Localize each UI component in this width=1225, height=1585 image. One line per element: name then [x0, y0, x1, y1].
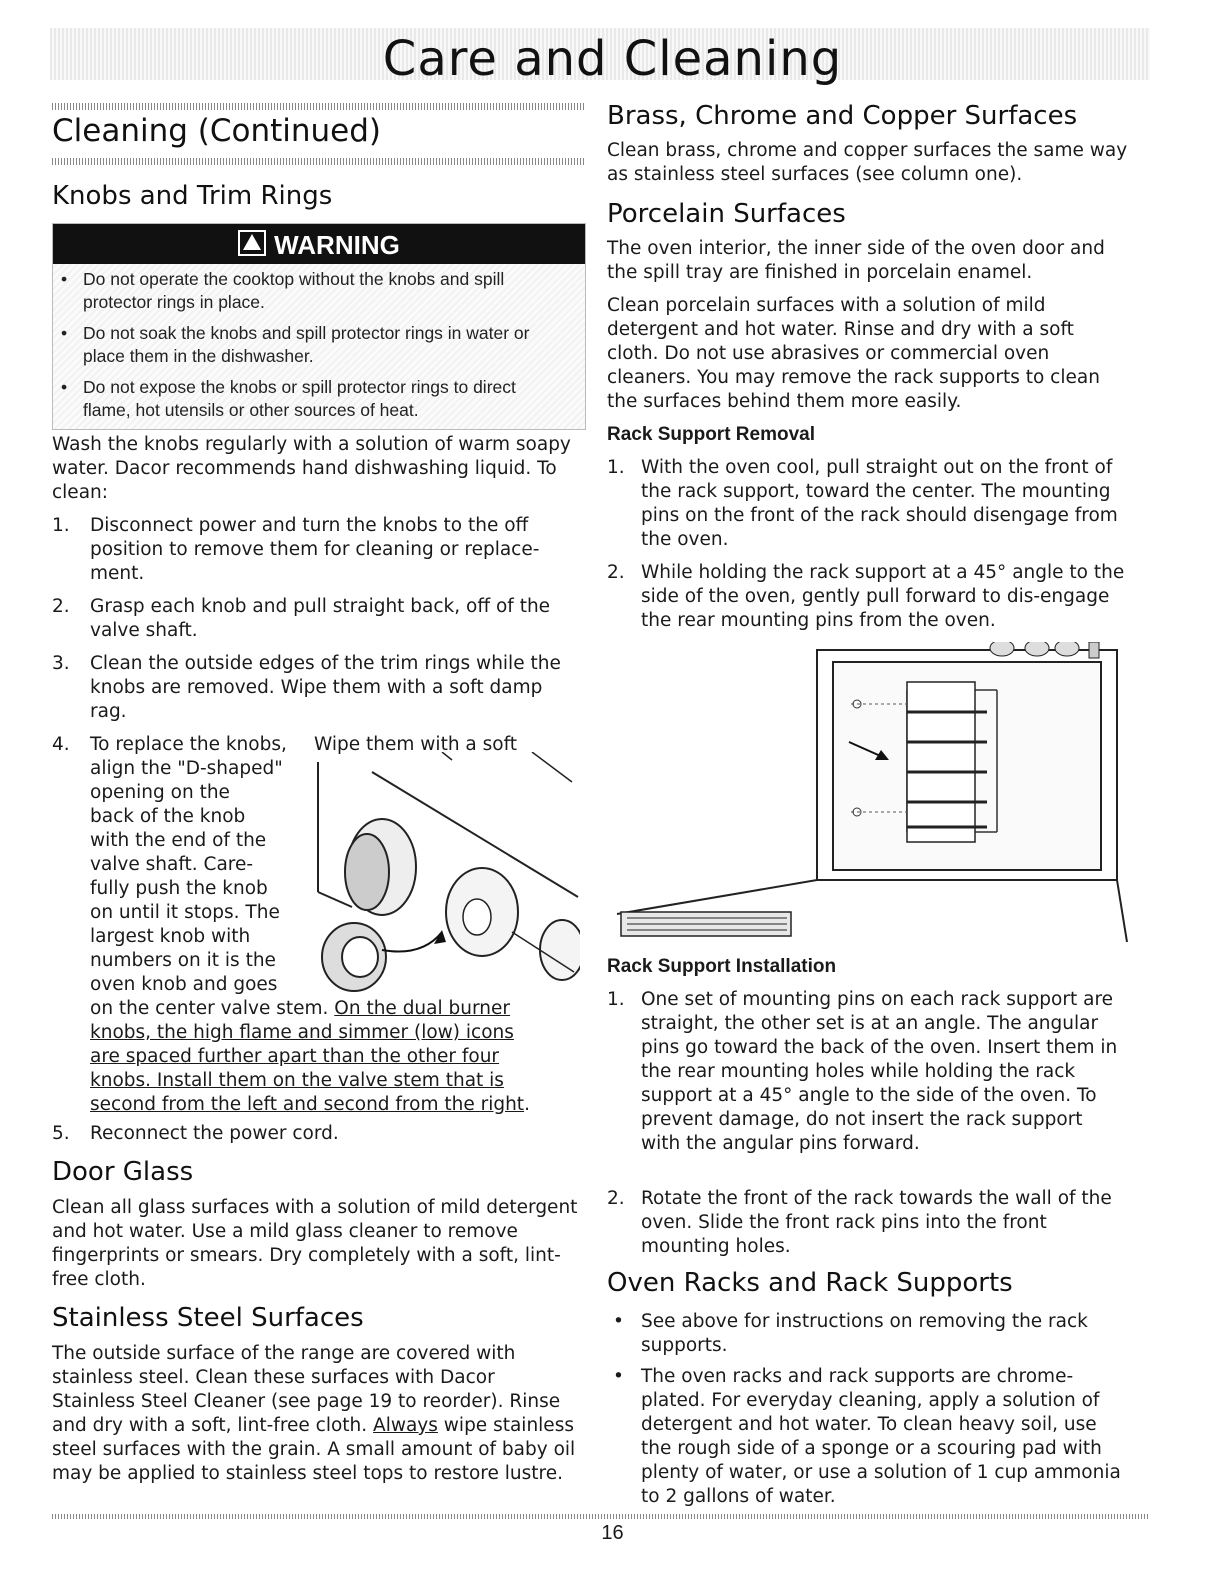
removal-heading: Rack Support Removal — [607, 424, 815, 445]
list-item: 1. With the oven cool, pull straight out on the front of the rack support, toward the center. The mounting pins on the front of the rack should disengage from the oven. — [607, 457, 1118, 550]
porcelain-heading: Porcelain Surfaces — [607, 199, 846, 229]
bullet-icon: • — [61, 269, 68, 289]
warning-box — [52, 223, 586, 430]
list-item: 1. Disconnect power and turn the knobs to the off position to remove them for cleaning or replace-ment. — [52, 515, 540, 584]
knobs-intro: Wash the knobs regularly with a solution of warm soapy water. Dacor recommends hand dishwashing liquid. To clean: — [52, 434, 571, 503]
warning-label: WARNING — [274, 230, 400, 260]
bullet-icon: • — [613, 1366, 624, 1387]
brass-heading: Brass, Chrome and Copper Surfaces — [607, 101, 1078, 131]
section-rule-bottom — [52, 158, 584, 165]
knob-illustration — [312, 752, 580, 992]
warning-icon — [238, 230, 266, 256]
oven-rack-illustration — [607, 642, 1132, 942]
door-glass-heading: Door Glass — [52, 1157, 194, 1187]
racks-heading: Oven Racks and Rack Supports — [607, 1268, 1013, 1298]
list-item: 2. While holding the rack support at a 45° angle to the side of the oven, gently pull forward to dis-engage the rear mounting pins from the oven. — [607, 562, 1125, 631]
list-item: • The oven racks and rack supports are chrome-plated. For everyday cleaning, apply a solution of detergent and hot water. To clean heavy soil, use the rough side of a sponge or a scouring pad with plenty of water, or use a solution of 1 cup ammonia to 2 gallons of water. — [613, 1366, 1121, 1507]
stainless-heading: Stainless Steel Surfaces — [52, 1303, 364, 1333]
page-number: 16 — [601, 1522, 624, 1544]
list-item: 4. To replace the knobs, align the "D-shaped" opening on the back of the knob with the end of the valve shaft. Care- fully push the knob on until it stops. The largest knob with numbers on it is the oven knob and goes — [52, 734, 287, 995]
installation-heading: Rack Support Installation — [607, 956, 837, 977]
list-item: 2. Grasp each knob and pull straight back, off of the valve shaft. — [52, 596, 551, 641]
bullet-icon: • — [61, 323, 68, 343]
list-item: 3. Clean the outside edges of the trim rings while the knobs are removed. Wipe them with a soft damp rag. — [52, 653, 561, 722]
page-title: Care and Cleaning — [382, 31, 843, 87]
stainless-text: The outside surface of the range are covered with stainless steel. Clean these surfaces with Dacor Stainless Steel Cleaner (see page 19 to reorder). Rinse and dry with a soft, lint-free cloth. Always wipe stainless steel surfaces with the grain. A small amount of baby oil may be applied to stainless steel tops to restore lustre. — [52, 1343, 576, 1484]
list-item: • See above for instructions on removing the rack supports. — [613, 1311, 1088, 1356]
warning-bar — [53, 224, 585, 264]
porcelain-text-1: The oven interior, the inner side of the oven door and the spill tray are finished in porcelain enamel. — [607, 238, 1105, 283]
warning-item: • Do not operate the cooktop without the knobs and spill protector rings in place. — [61, 269, 505, 312]
bullet-icon: • — [613, 1311, 624, 1332]
porcelain-text-2: Clean porcelain surfaces with a solution of mild detergent and hot water. Rinse and dry with a soft cloth. Do not use abrasives or commercial oven cleaners. You may remove the rack supports to clean the surfaces behind them more easily. — [607, 295, 1100, 412]
warning-item: • Do not soak the knobs and spill protector rings in water or place them in the dishwasher. — [61, 323, 530, 366]
warning-item: • Do not expose the knobs or spill protector rings to direct flame, hot utensils or other sources of heat. — [61, 377, 516, 420]
knobs-heading: Knobs and Trim Rings — [52, 181, 333, 211]
list-item: 5. Reconnect the power cord. — [52, 1123, 339, 1144]
bottom-rule — [52, 1514, 1150, 1519]
brass-text: Clean brass, chrome and copper surfaces the same way as stainless steel surfaces (see column one). — [607, 140, 1128, 185]
bullet-icon: • — [61, 377, 68, 397]
section-rule-top — [52, 103, 584, 110]
step4-continued: on the center valve stem. On the dual burner knobs, the high flame and simmer (low) icons are spaced further apart than the other four knobs. Install them on the valve stem that is second from the left and second from the right. — [90, 998, 530, 1115]
door-glass-text: Clean all glass surfaces with a solution of mild detergent and hot water. Use a mild glass cleaner to remove fingerprints or smears. Dry completely with a soft, lint-free cloth. — [52, 1197, 578, 1290]
list-item: 2. Rotate the front of the rack towards the wall of the oven. Slide the front rack pins into the front mounting holes. — [607, 1188, 1112, 1257]
list-item: 1. One set of mounting pins on each rack support are straight, the other set is at an angle. The angular pins go toward the back of the oven. Insert them in the rear mounting holes while holding the rack support at a 45° angle to the side of the oven. To prevent damage, do not insert the rack support with the angular pins forward. — [607, 989, 1118, 1154]
section-title: Cleaning (Continued) — [52, 113, 382, 149]
